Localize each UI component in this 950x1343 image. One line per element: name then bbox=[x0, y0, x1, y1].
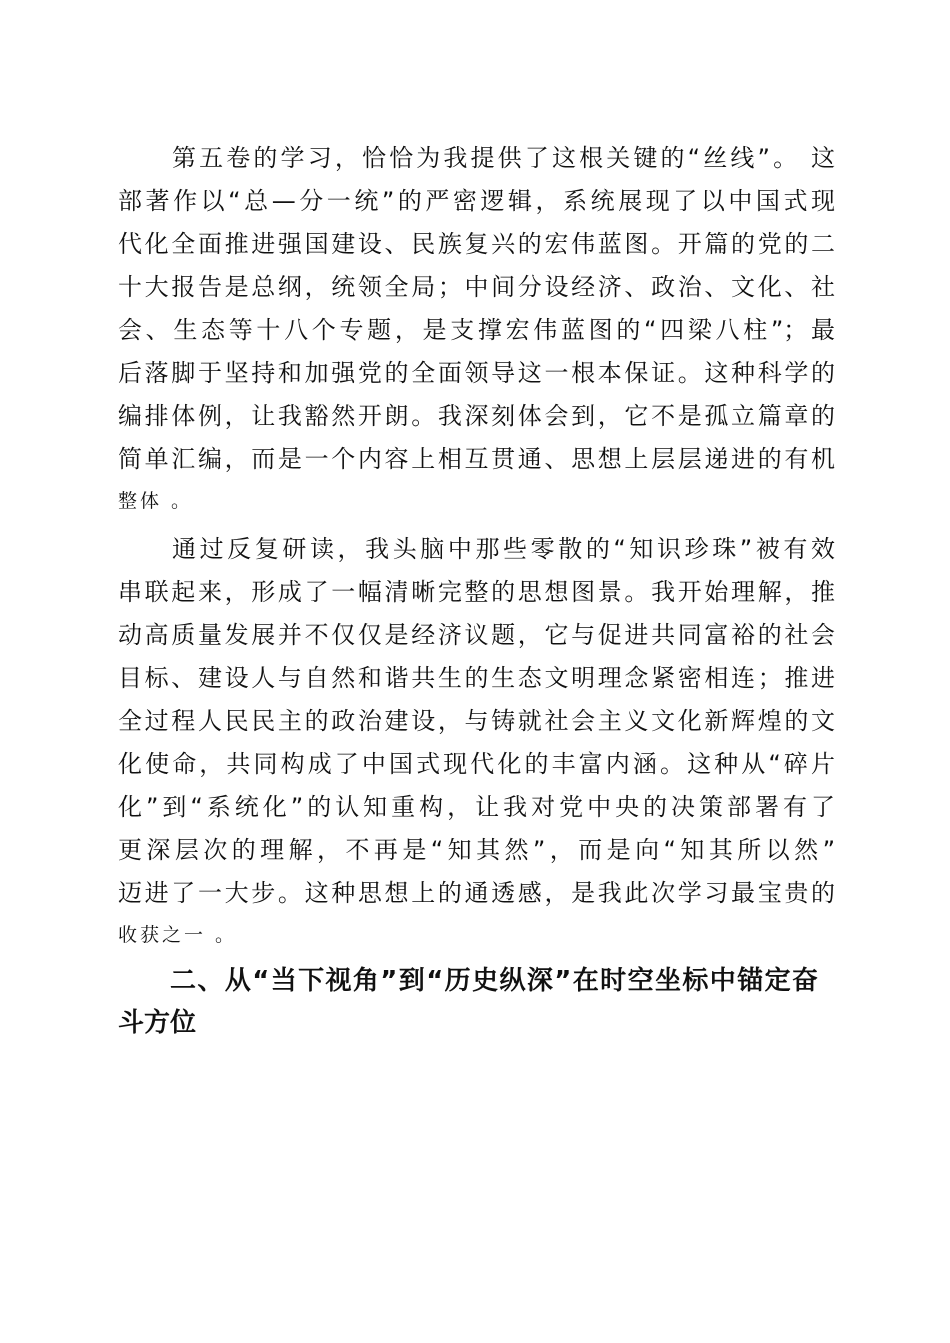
heading-line: 二、从“当下视角”到“历史纵深”在时空坐标中锚定奋 bbox=[170, 966, 818, 996]
text-line: 更深层次的理解，不再是“知其然”，而是向“知其所以然” bbox=[118, 836, 835, 864]
text-line: 化”到“系统化”的认知重构，让我对党中央的决策部署有了 bbox=[118, 793, 835, 821]
text-line: 部著作以“总—分一统”的严密逻辑，系统展现了以中国式现 bbox=[118, 187, 835, 215]
text-line: 简单汇编，而是一个内容上相互贯通、思想上层层递进的有机 bbox=[118, 445, 835, 473]
text-line: 后落脚于坚持和加强党的全面领导这一根本保证。这种科学的 bbox=[118, 359, 835, 387]
text-line: 收获之一 。 bbox=[118, 924, 238, 946]
heading-line: 斗方位 bbox=[118, 1008, 197, 1038]
text-line: 串联起来，形成了一幅清晰完整的思想图景。我开始理解，推 bbox=[118, 578, 835, 606]
text-line: 编排体例，让我豁然开朗。我深刻体会到，它不是孤立篇章的 bbox=[118, 402, 835, 430]
text-line: 化使命，共同构成了中国式现代化的丰富内涵。这种从“碎片 bbox=[118, 750, 835, 778]
text-line: 目标、建设人与自然和谐共生的生态文明理念紧密相连；推进 bbox=[118, 664, 835, 692]
text-line: 代化全面推进强国建设、民族复兴的宏伟蓝图。开篇的党的二 bbox=[118, 230, 835, 258]
text-line: 动高质量发展并不仅仅是经济议题，它与促进共同富裕的社会 bbox=[118, 621, 835, 649]
text-line: 全过程人民民主的政治建设，与铸就社会主义文化新辉煌的文 bbox=[118, 707, 835, 735]
text-line: 会、生态等十八个专题，是支撑宏伟蓝图的“四梁八柱”；最 bbox=[118, 316, 835, 344]
text-line: 通过反复研读，我头脑中那些零散的“知识珍珠”被有效 bbox=[172, 535, 835, 563]
text-line: 整体 。 bbox=[118, 490, 194, 512]
text-line: 十大报告是总纲，统领全局；中间分设经济、政治、文化、社 bbox=[118, 273, 835, 301]
text-line: 第五卷的学习，恰恰为我提供了这根关键的“丝线”。 这 bbox=[172, 144, 835, 172]
text-line: 迈进了一大步。这种思想上的通透感，是我此次学习最宝贵的 bbox=[118, 879, 835, 907]
